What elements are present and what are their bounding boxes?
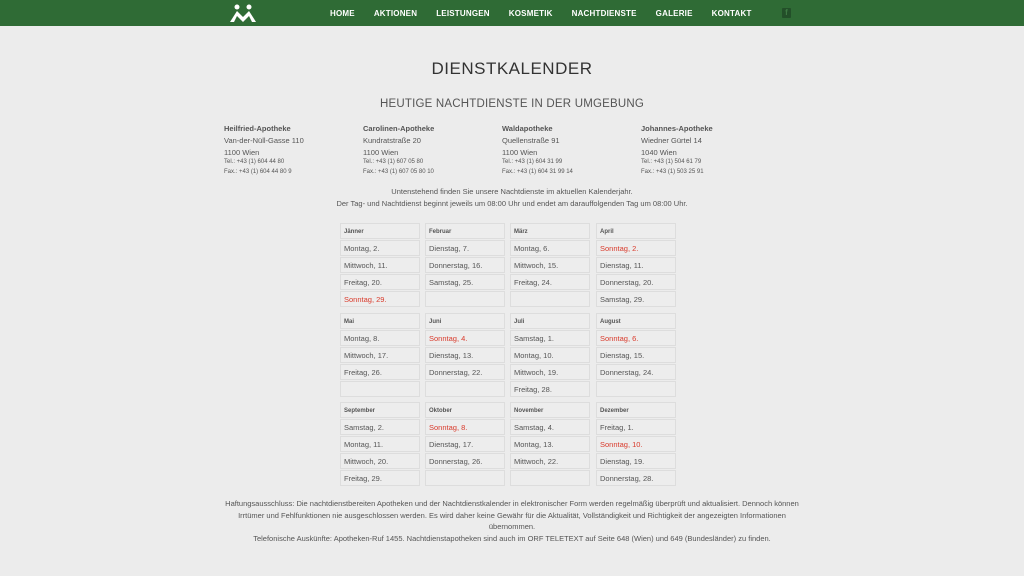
nav-kosmetik[interactable]: KOSMETIK	[508, 8, 553, 18]
duty-day-cell: Montag, 6.	[510, 240, 590, 256]
duty-day-cell: Freitag, 1.	[596, 419, 676, 435]
month-header: Dezember	[596, 402, 676, 418]
page-subtitle: HEUTIGE NACHTDIENSTE IN DER UMGEBUNG	[379, 98, 645, 110]
duty-day-cell: Donnerstag, 16.	[425, 257, 505, 273]
duty-day-cell: Mittwoch, 15.	[510, 257, 590, 273]
pharmacy-street: Wiedner Gürtel 14	[641, 135, 702, 145]
duty-day-cell: Donnerstag, 26.	[425, 453, 505, 469]
month-header: Juli	[510, 313, 590, 329]
duty-day-cell: Donnerstag, 28.	[596, 470, 676, 486]
month-header: August	[596, 313, 676, 329]
duty-day-cell: Mittwoch, 20.	[340, 453, 420, 469]
month-header: Februar	[425, 223, 505, 239]
facebook-icon[interactable]: f	[782, 8, 791, 18]
pharmacy-tel: Tel.: +43 (1) 607 05 80	[363, 159, 424, 166]
pharmacy-fax: Fax.: +43 (1) 604 44 80 9	[224, 168, 292, 175]
duty-day-cell: Mittwoch, 11.	[340, 257, 420, 273]
pharmacy-street: Kundratstraße 20	[363, 135, 421, 145]
duty-day-cell: Donnerstag, 24.	[596, 364, 676, 380]
pharmacy-name: Carolinen-Apotheke	[363, 124, 435, 133]
pharmacy-name: Waldapotheke	[502, 124, 553, 133]
duty-day-cell: Dienstag, 13.	[425, 347, 505, 363]
duty-day-cell: Sonntag, 2.	[596, 240, 676, 256]
duty-day-cell: Sonntag, 6.	[596, 330, 676, 346]
duty-day-cell: Donnerstag, 20.	[596, 274, 676, 290]
duty-day-cell	[425, 291, 505, 307]
pharmacy-street: Quellenstraße 91	[502, 135, 560, 145]
duty-day-cell: Freitag, 28.	[510, 381, 590, 397]
nav-galerie[interactable]: GALERIE	[655, 8, 693, 18]
month-header: Mai	[340, 313, 420, 329]
pharmacy-fax: Fax.: +43 (1) 503 25 91	[641, 168, 704, 175]
pharmacy-card	[641, 123, 771, 177]
duty-day-cell: Samstag, 25.	[425, 274, 505, 290]
month-header: November	[510, 402, 590, 418]
duty-day-cell: Montag, 2.	[340, 240, 420, 256]
pharmacy-fax: Fax.: +43 (1) 607 05 80 10	[363, 168, 434, 175]
duty-day-cell: Freitag, 24.	[510, 274, 590, 290]
pharmacy-card	[502, 123, 632, 177]
intro-text	[0, 186, 1024, 210]
duty-day-cell	[425, 381, 505, 397]
duty-day-cell: Dienstag, 15.	[596, 347, 676, 363]
nav-nachtdienste[interactable]: NACHTDIENSTE	[571, 8, 637, 18]
pharmacy-city: 1040 Wien	[641, 147, 677, 157]
pharmacy-card	[224, 123, 354, 177]
top-navbar	[0, 0, 1024, 26]
page-title: DIENSTKALENDER	[431, 59, 593, 78]
duty-day-cell: Sonntag, 10.	[596, 436, 676, 452]
duty-day-cell: Montag, 8.	[340, 330, 420, 346]
duty-day-cell: Montag, 11.	[340, 436, 420, 452]
duty-day-cell: Montag, 13.	[510, 436, 590, 452]
month-header: April	[596, 223, 676, 239]
month-header: Juni	[425, 313, 505, 329]
disclaimer	[215, 498, 809, 544]
pharmacy-name: Heilfried-Apotheke	[224, 124, 291, 133]
duty-day-cell: Samstag, 1.	[510, 330, 590, 346]
duty-day-cell	[340, 381, 420, 397]
duty-day-cell: Mittwoch, 17.	[340, 347, 420, 363]
duty-day-cell: Sonntag, 29.	[340, 291, 420, 307]
duty-day-cell: Dienstag, 11.	[596, 257, 676, 273]
intro-line: Untenstehend finden Sie unsere Nachtdienste im aktuellen Kalenderjahr.	[391, 187, 633, 196]
duty-day-cell: Sonntag, 8.	[425, 419, 505, 435]
duty-day-cell: Dienstag, 19.	[596, 453, 676, 469]
pharmacy-city: 1100 Wien	[224, 147, 260, 157]
pharmacy-tel: Tel.: +43 (1) 604 31 99	[502, 159, 563, 166]
main-menu	[330, 0, 771, 26]
nav-aktionen[interactable]: AKTIONEN	[373, 8, 418, 18]
duty-day-cell: Mittwoch, 22.	[510, 453, 590, 469]
duty-day-cell: Freitag, 29.	[340, 470, 420, 486]
duty-day-cell	[596, 381, 676, 397]
duty-day-cell: Dienstag, 17.	[425, 436, 505, 452]
pharmacy-tel: Tel.: +43 (1) 604 44 80	[224, 159, 285, 166]
duty-day-cell: Samstag, 4.	[510, 419, 590, 435]
month-header: Jänner	[340, 223, 420, 239]
duty-day-cell	[425, 470, 505, 486]
duty-day-cell: Montag, 10.	[510, 347, 590, 363]
pharmacy-fax: Fax.: +43 (1) 604 31 99 14	[502, 168, 573, 175]
month-header: September	[340, 402, 420, 418]
month-header: Oktober	[425, 402, 505, 418]
pharmacy-name: Johannes-Apotheke	[641, 124, 713, 133]
pharmacy-city: 1100 Wien	[502, 147, 538, 157]
nav-home[interactable]: HOME	[330, 8, 355, 18]
duty-day-cell	[510, 470, 590, 486]
duty-day-cell: Samstag, 2.	[340, 419, 420, 435]
duty-day-cell	[510, 291, 590, 307]
duty-day-cell: Samstag, 29.	[596, 291, 676, 307]
duty-day-cell: Mittwoch, 19.	[510, 364, 590, 380]
intro-line: Der Tag- und Nachtdienst beginnt jeweils um 08:00 Uhr und endet am darauffolgenden Tag um 08:00 Uhr.	[336, 199, 688, 208]
duty-day-cell: Sonntag, 4.	[425, 330, 505, 346]
pharmacy-city: 1100 Wien	[363, 147, 399, 157]
pharmacy-card	[363, 123, 493, 177]
duty-day-cell: Freitag, 20.	[340, 274, 420, 290]
pharmacy-street: Van-der-Nüll-Gasse 110	[224, 135, 304, 145]
nav-kontakt[interactable]: KONTAKT	[711, 8, 752, 18]
month-header: März	[510, 223, 590, 239]
phone-info: Telefonische Auskünfte: Apotheken-Ruf 1455. Nachtdienstapotheken sind auch im ORF TELETEXT auf Seite 648 (Wien) und 649 (Bundesländer) zu finden.	[253, 533, 771, 543]
duty-day-cell: Donnerstag, 22.	[425, 364, 505, 380]
disclaimer-text: Haftungsausschluss: Die nachtdienstbereiten Apotheken und der Nachtdienstkalender in elektronischer Form werden regelmäßig überprüft und aktualisiert. Dennoch können Irrtümer und Fehlfunktionen nie ausgeschlossen werden. Es wird daher keine Gewähr für die Aktualität, Vollständigkeit und Richtigkeit der angezeigten Informationen übernommen.	[225, 499, 799, 531]
pharmacy-people-logo[interactable]	[228, 3, 258, 23]
nav-leistungen[interactable]: LEISTUNGEN	[436, 8, 490, 18]
duty-day-cell: Dienstag, 7.	[425, 240, 505, 256]
pharmacy-tel: Tel.: +43 (1) 504 61 79	[641, 159, 702, 166]
duty-day-cell: Freitag, 26.	[340, 364, 420, 380]
